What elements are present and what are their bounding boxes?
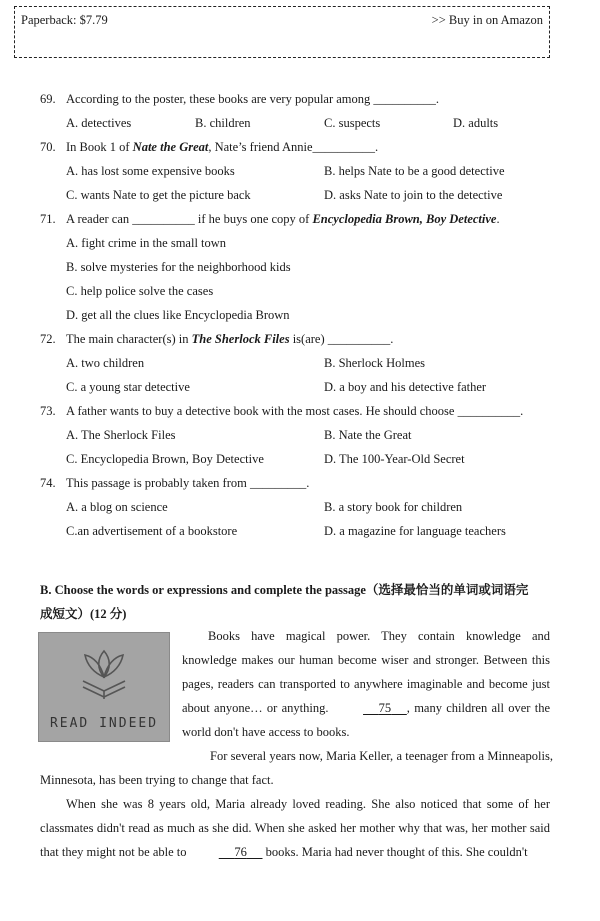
section-b-heading: B. Choose the words or expressions and complete the passage（选择最恰当的单词或词语完 bbox=[40, 583, 529, 597]
question-72: 72. The main character(s) in The Sherlock Files is(are) __________. bbox=[40, 332, 394, 346]
option-74-d[interactable]: D. a magazine for language teachers bbox=[324, 524, 506, 538]
passage-paragraph-1: Books have magical power. They contain knowledge and knowledge makes our human become wiser and stronger. Between this pages, readers can transported to anywhere imaginable and become just about anyone… or anything. 75 , many children all over the world don't have access to books. bbox=[182, 629, 551, 739]
option-71-a[interactable]: A. fight crime in the small town bbox=[66, 236, 227, 250]
option-72-d[interactable]: D. a boy and his detective father bbox=[324, 380, 487, 394]
question-71: 71. A reader can __________ if he buys one copy of Encyclopedia Brown, Boy Detective. bbox=[40, 212, 500, 226]
option-69-b[interactable]: B. children bbox=[195, 116, 251, 130]
option-70-b[interactable]: B. helps Nate to be a good detective bbox=[324, 164, 505, 178]
option-73-c[interactable]: C. Encyclopedia Brown, Boy Detective bbox=[66, 452, 264, 466]
option-71-c[interactable]: C. help police solve the cases bbox=[66, 284, 214, 298]
question-69: 69. According to the poster, these books are very popular among __________. bbox=[40, 92, 440, 106]
book-flower-icon bbox=[39, 633, 169, 713]
logo-text: READ INDEED bbox=[49, 716, 159, 731]
option-73-a[interactable]: A. The Sherlock Files bbox=[66, 428, 176, 442]
passage-paragraph-2: For several years now, Maria Keller, a teenager from a Minneapolis, Minnesota, has been trying to change that fact. bbox=[40, 749, 553, 787]
blank-76[interactable]: 76 bbox=[234, 845, 247, 859]
option-70-a[interactable]: A. has lost some expensive books bbox=[66, 164, 235, 178]
section-b-heading-cont: 成短文）(12 分) bbox=[40, 607, 127, 621]
option-71-b[interactable]: B. solve mysteries for the neighborhood kids bbox=[66, 260, 291, 274]
option-71-d[interactable]: D. get all the clues like Encyclopedia Brown bbox=[66, 308, 290, 322]
read-indeed-logo bbox=[38, 632, 170, 742]
option-70-d[interactable]: D. asks Nate to join to the detective bbox=[324, 188, 503, 202]
option-72-c[interactable]: C. a young star detective bbox=[66, 380, 190, 394]
price-label: Paperback: $7.79 bbox=[21, 13, 108, 27]
option-73-b[interactable]: B. Nate the Great bbox=[324, 428, 412, 442]
option-74-c[interactable]: C.an advertisement of a bookstore bbox=[66, 524, 238, 538]
option-74-a[interactable]: A. a blog on science bbox=[66, 500, 168, 514]
passage-paragraph-3: When she was 8 years old, Maria already loved reading. She also noticed that some of her classmates didn't read as much as she did. When she asked her mother why that was, her mother said that they might not be able to 76 books. Maria had never thought of this. She couldn't bbox=[40, 792, 550, 864]
option-72-a[interactable]: A. two children bbox=[66, 356, 145, 370]
option-69-c[interactable]: C. suspects bbox=[324, 116, 381, 130]
option-74-b[interactable]: B. a story book for children bbox=[324, 500, 463, 514]
promo-box bbox=[14, 6, 550, 58]
question-74: 74. This passage is probably taken from _________. bbox=[40, 476, 310, 490]
option-73-d[interactable]: D. The 100-Year-Old Secret bbox=[324, 452, 465, 466]
option-70-c[interactable]: C. wants Nate to get the picture back bbox=[66, 188, 251, 202]
option-72-b[interactable]: B. Sherlock Holmes bbox=[324, 356, 426, 370]
question-73: 73. A father wants to buy a detective book with the most cases. He should choose __________. bbox=[40, 404, 524, 418]
blank-75[interactable]: 75 bbox=[378, 701, 392, 715]
question-70: 70. In Book 1 of Nate the Great, Nate’s friend Annie__________. bbox=[40, 140, 379, 154]
option-69-d[interactable]: D. adults bbox=[453, 116, 499, 130]
buy-amazon-link[interactable]: >> Buy in on Amazon bbox=[431, 13, 543, 27]
option-69-a[interactable]: A. detectives bbox=[66, 116, 132, 130]
